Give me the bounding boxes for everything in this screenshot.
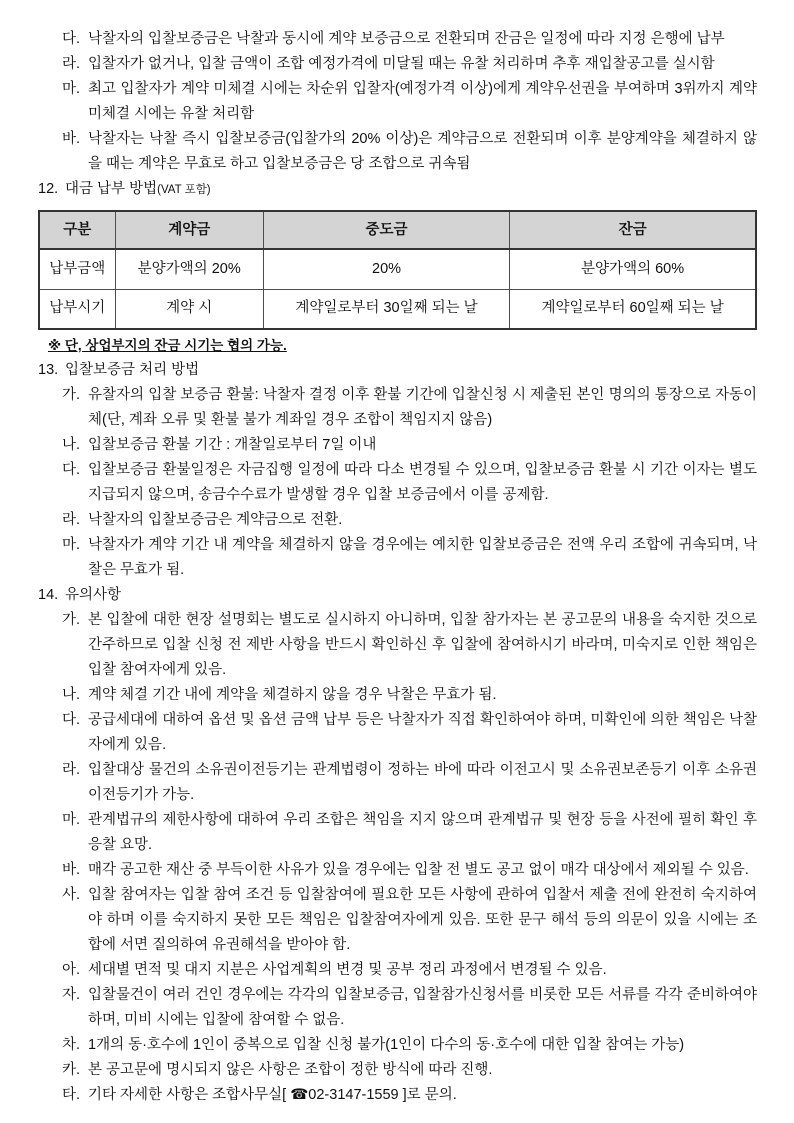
table-header-cell: 잔금 (510, 211, 756, 249)
list-item-text: 본 공고문에 명시되지 않은 사항은 조합이 정한 방식에 따라 진행. (88, 1062, 493, 1078)
list-item (62, 127, 757, 177)
list-item (62, 1083, 757, 1108)
list-item-text: 입찰보증금 환불일정은 자금집행 일정에 따라 다소 변경될 수 있으며, 입찰보증금 환불 시 기간 이자는 별도 지급되지 않으며, 송금수수료가 발생할 경우 입찰 보증금에서 이를 공제함. (88, 462, 757, 503)
list-item-text: 낙찰자가 계약 기간 내 계약을 체결하지 않을 경우에는 예치한 입찰보증금은 전액 우리 조합에 귀속되며, 낙찰은 무효가 됨. (88, 537, 757, 578)
list-item-marker: 마. (62, 81, 81, 97)
list-item-text: 공급세대에 대하여 옵션 및 옵션 금액 납부 등은 낙찰자가 직접 확인하여야 하며, 미확인에 의한 책임은 낙찰자에게 있음. (88, 712, 757, 753)
list-item-text: 낙찰자의 입찰보증금은 낙찰과 동시에 계약 보증금으로 전환되며 잔금은 일정에 따라 지정 은행에 납부 (88, 31, 725, 47)
section-number: 14. (38, 587, 59, 603)
table-footnote (38, 333, 757, 358)
list-item (62, 433, 757, 458)
list-item-text: 기타 자세한 사항은 조합사무실[ ☎02-3147-1559 ]로 문의. (88, 1087, 457, 1103)
list-item-text: 낙찰자의 입찰보증금은 계약금으로 전환. (88, 512, 343, 528)
list-item-marker: 타. (62, 1087, 81, 1103)
payment-schedule-table (38, 210, 757, 330)
table-header-cell: 구분 (39, 211, 115, 249)
list-item (62, 758, 757, 808)
list-item-marker: 아. (62, 962, 81, 978)
table-header-cell: 계약금 (115, 211, 263, 249)
section-14-heading (38, 583, 757, 608)
list-item-text: 계약 체결 기간 내에 계약을 체결하지 않을 경우 낙찰은 무효가 됨. (88, 687, 497, 703)
list-item-marker: 마. (62, 812, 81, 828)
list-item-marker: 사. (62, 887, 81, 903)
table-header-cell: 중도금 (263, 211, 509, 249)
list-item (62, 52, 757, 77)
table-footnote-text: ※ 단, 상업부지의 잔금 시기는 협의 가능. (48, 338, 287, 353)
list-item-text: 본 입찰에 대한 현장 설명회는 별도로 실시하지 아니하며, 입찰 참가자는 본 공고문의 내용을 숙지한 것으로 간주하므로 입찰 신청 전 제반 사항을 반드시 확인하신 후 입찰에 참여하시기 바라며, 미숙지로 인한 책임은 입찰 참여자에게 있음. (88, 612, 757, 678)
list-item-marker: 나. (62, 437, 81, 453)
list-item-marker: 차. (62, 1037, 81, 1053)
list-item-text: 입찰 참여자는 입찰 참여 조건 등 입찰참여에 필요한 모든 사항에 관하여 입찰서 제출 전에 완전히 숙지하여야 하며 이를 숙지하지 못한 모든 책임은 입찰참여자에게 있음. 또한 문구 해석 등의 의문이 있을 시에는 조합에 서면 질의하여 유권해석을 받아야 함. (88, 887, 757, 953)
table-cell: 분양가액의 60% (510, 249, 756, 289)
list-item-marker: 바. (62, 862, 81, 878)
list-item-text: 낙찰자는 낙찰 즉시 입찰보증금(입찰가의 20% 이상)은 계약금으로 전환되며 이후 분양계약을 체결하지 않을 때는 계약은 무효로 하고 입찰보증금은 당 조합으로 귀속됨 (88, 131, 757, 172)
list-item-text: 1개의 동·호수에 1인이 중복으로 입찰 신청 불가(1인이 다수의 동·호수에 대한 입찰 참여는 가능) (88, 1037, 685, 1053)
list-item-text: 입찰보증금 환불 기간 : 개찰일로부터 7일 이내 (88, 437, 377, 453)
list-item-marker: 다. (62, 31, 81, 47)
table-cell: 납부금액 (39, 249, 115, 289)
list-item (62, 533, 757, 583)
section-number: 13. (38, 362, 59, 378)
list-item (62, 383, 757, 433)
table-cell: 계약 시 (115, 289, 263, 329)
section-title (65, 177, 757, 203)
table-cell: 분양가액의 20% (115, 249, 263, 289)
section-title-text: 입찰보증금 처리 방법 (65, 362, 200, 378)
list-item (62, 1058, 757, 1083)
list-item (62, 883, 757, 958)
table-cell: 계약일로부터 60일째 되는 날 (510, 289, 756, 329)
list-item (62, 808, 757, 858)
list-item (62, 1033, 757, 1058)
list-item-marker: 자. (62, 987, 81, 1003)
list-item (62, 858, 757, 883)
section-title-text: 대금 납부 방법 (65, 181, 158, 197)
list-item-text: 세대별 면적 및 대지 지분은 사업계획의 변경 및 공부 정리 과정에서 변경될 수 있음. (88, 962, 607, 978)
list-item-text: 유찰자의 입찰 보증금 환불: 낙찰자 결정 이후 환불 기간에 입찰신청 시 제출된 본인 명의의 통장으로 자동이체(단, 계좌 오류 및 환불 불가 계좌일 경우 조합이 책임지지 않음) (88, 387, 757, 428)
list-item (62, 608, 757, 683)
list-item (62, 77, 757, 127)
list-item (62, 958, 757, 983)
list-item (62, 983, 757, 1033)
table-row (39, 249, 756, 289)
table-cell: 20% (263, 249, 509, 289)
section-12-heading (38, 177, 757, 203)
list-item-marker: 라. (62, 56, 81, 72)
list-item-text: 관계법규의 제한사항에 대하여 우리 조합은 책임을 지지 않으며 관계법규 및 현장 등을 사전에 필히 확인 후 응찰 요망. (88, 812, 757, 853)
table-header-row (39, 211, 756, 249)
list-item-marker: 가. (62, 612, 81, 628)
list-item-marker: 다. (62, 712, 81, 728)
table-cell: 계약일로부터 30일째 되는 날 (263, 289, 509, 329)
section-title-suffix: (VAT 포함) (157, 184, 211, 196)
list-item (62, 508, 757, 533)
list-item (62, 458, 757, 508)
section-title-text: 유의사항 (65, 587, 122, 603)
list-item-marker: 다. (62, 462, 81, 478)
list-item-marker: 가. (62, 387, 81, 403)
list-item-marker: 바. (62, 131, 81, 147)
section-number: 12. (38, 181, 59, 197)
list-item (62, 708, 757, 758)
list-item (62, 683, 757, 708)
list-item-text: 입찰자가 없거나, 입찰 금액이 조합 예정가격에 미달될 때는 유찰 처리하며 추후 재입찰공고를 실시함 (88, 56, 715, 72)
list-item-text: 최고 입찰자가 계약 미체결 시에는 차순위 입찰자(예정가격 이상)에게 계약우선권을 부여하며 3위까지 계약 미체결 시에는 유찰 처리함 (88, 81, 757, 122)
list-item-text: 매각 공고한 재산 중 부득이한 사유가 있을 경우에는 입찰 전 별도 공고 없이 매각 대상에서 제외될 수 있음. (88, 862, 749, 878)
table-row (39, 289, 756, 329)
table-cell: 납부시기 (39, 289, 115, 329)
list-item-marker: 카. (62, 1062, 81, 1078)
list-item-marker: 마. (62, 537, 81, 553)
list-item-marker: 라. (62, 512, 81, 528)
list-item-text: 입찰물건이 여러 건인 경우에는 각각의 입찰보증금, 입찰참가신청서를 비롯한 모든 서류를 각각 준비하여야 하며, 미비 시에는 입찰에 참여할 수 없음. (88, 987, 757, 1028)
list-item-text: 입찰대상 물건의 소유권이전등기는 관계법령이 정하는 바에 따라 이전고시 및 소유권보존등기 이후 소유권이전등기가 가능. (88, 762, 757, 803)
list-item-marker: 라. (62, 762, 81, 778)
section-13-heading (38, 358, 757, 383)
list-item-marker: 나. (62, 687, 81, 703)
list-item (62, 27, 757, 52)
